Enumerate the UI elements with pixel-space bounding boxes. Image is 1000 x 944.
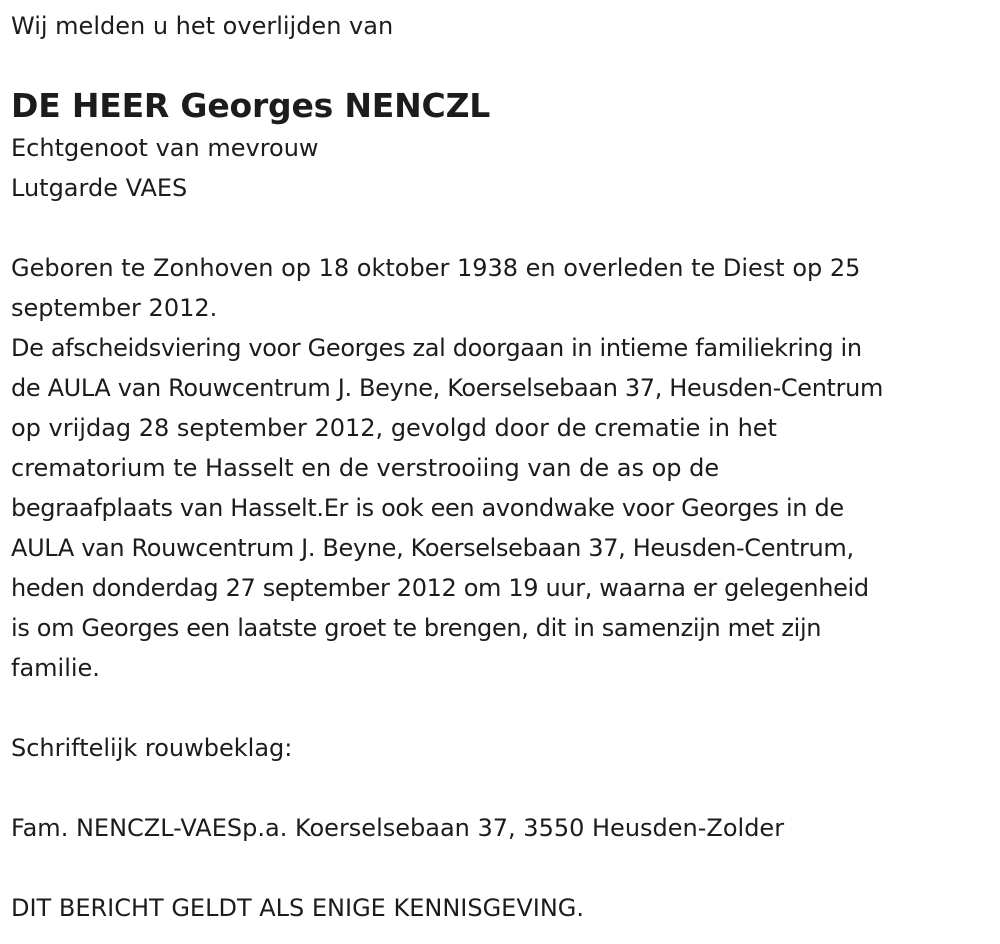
spacer: [11, 768, 991, 808]
body-line: op vrijdag 28 september 2012, gevolgd door de crematie in het: [11, 414, 777, 442]
body-line: begraafplaats van Hasselt.Er is ook een avondwake voor Georges in de: [11, 494, 844, 522]
closing-statement: DIT BERICHT GELDT ALS ENIGE KENNISGEVING.: [11, 894, 585, 922]
deceased-name: DE HEER Georges NENCZL: [11, 86, 491, 125]
body-line: heden donderdag 27 september 2012 om 19 uur, waarna er gelegenheid: [11, 574, 869, 602]
body-line: familie.: [11, 654, 100, 682]
family-address: Fam. NENCZL-VAESp.a. Koerselsebaan 37, 3550 Heusden-Zolder: [11, 814, 785, 842]
spouse-line: Echtgenoot van mevrouw: [11, 134, 319, 162]
spacer: [11, 688, 991, 728]
body-line: AULA van Rouwcentrum J. Beyne, Koerselsebaan 37, Heusden-Centrum,: [11, 534, 854, 562]
condolence-label: Schriftelijk rouwbeklag:: [11, 734, 293, 762]
body-line: is om Georges een laatste groet te brengen, dit in samenzijn met zijn: [11, 614, 822, 642]
spouse-name: Lutgarde VAES: [11, 174, 188, 202]
intro-text: Wij melden u het overlijden van: [11, 12, 394, 40]
spacer: [11, 848, 991, 888]
death-notice: [11, 6, 991, 928]
body-line: De afscheidsviering voor Georges zal doorgaan in intieme familiekring in: [11, 334, 862, 362]
body-line: september 2012.: [11, 294, 218, 322]
spacer: [11, 208, 991, 248]
body-line: crematorium te Hasselt en de verstrooiing van de as op de: [11, 454, 720, 482]
body-line: Geboren te Zonhoven op 18 oktober 1938 en overleden te Diest op 25: [11, 254, 861, 282]
body-line: de AULA van Rouwcentrum J. Beyne, Koerselsebaan 37, Heusden-Centrum: [11, 374, 884, 402]
